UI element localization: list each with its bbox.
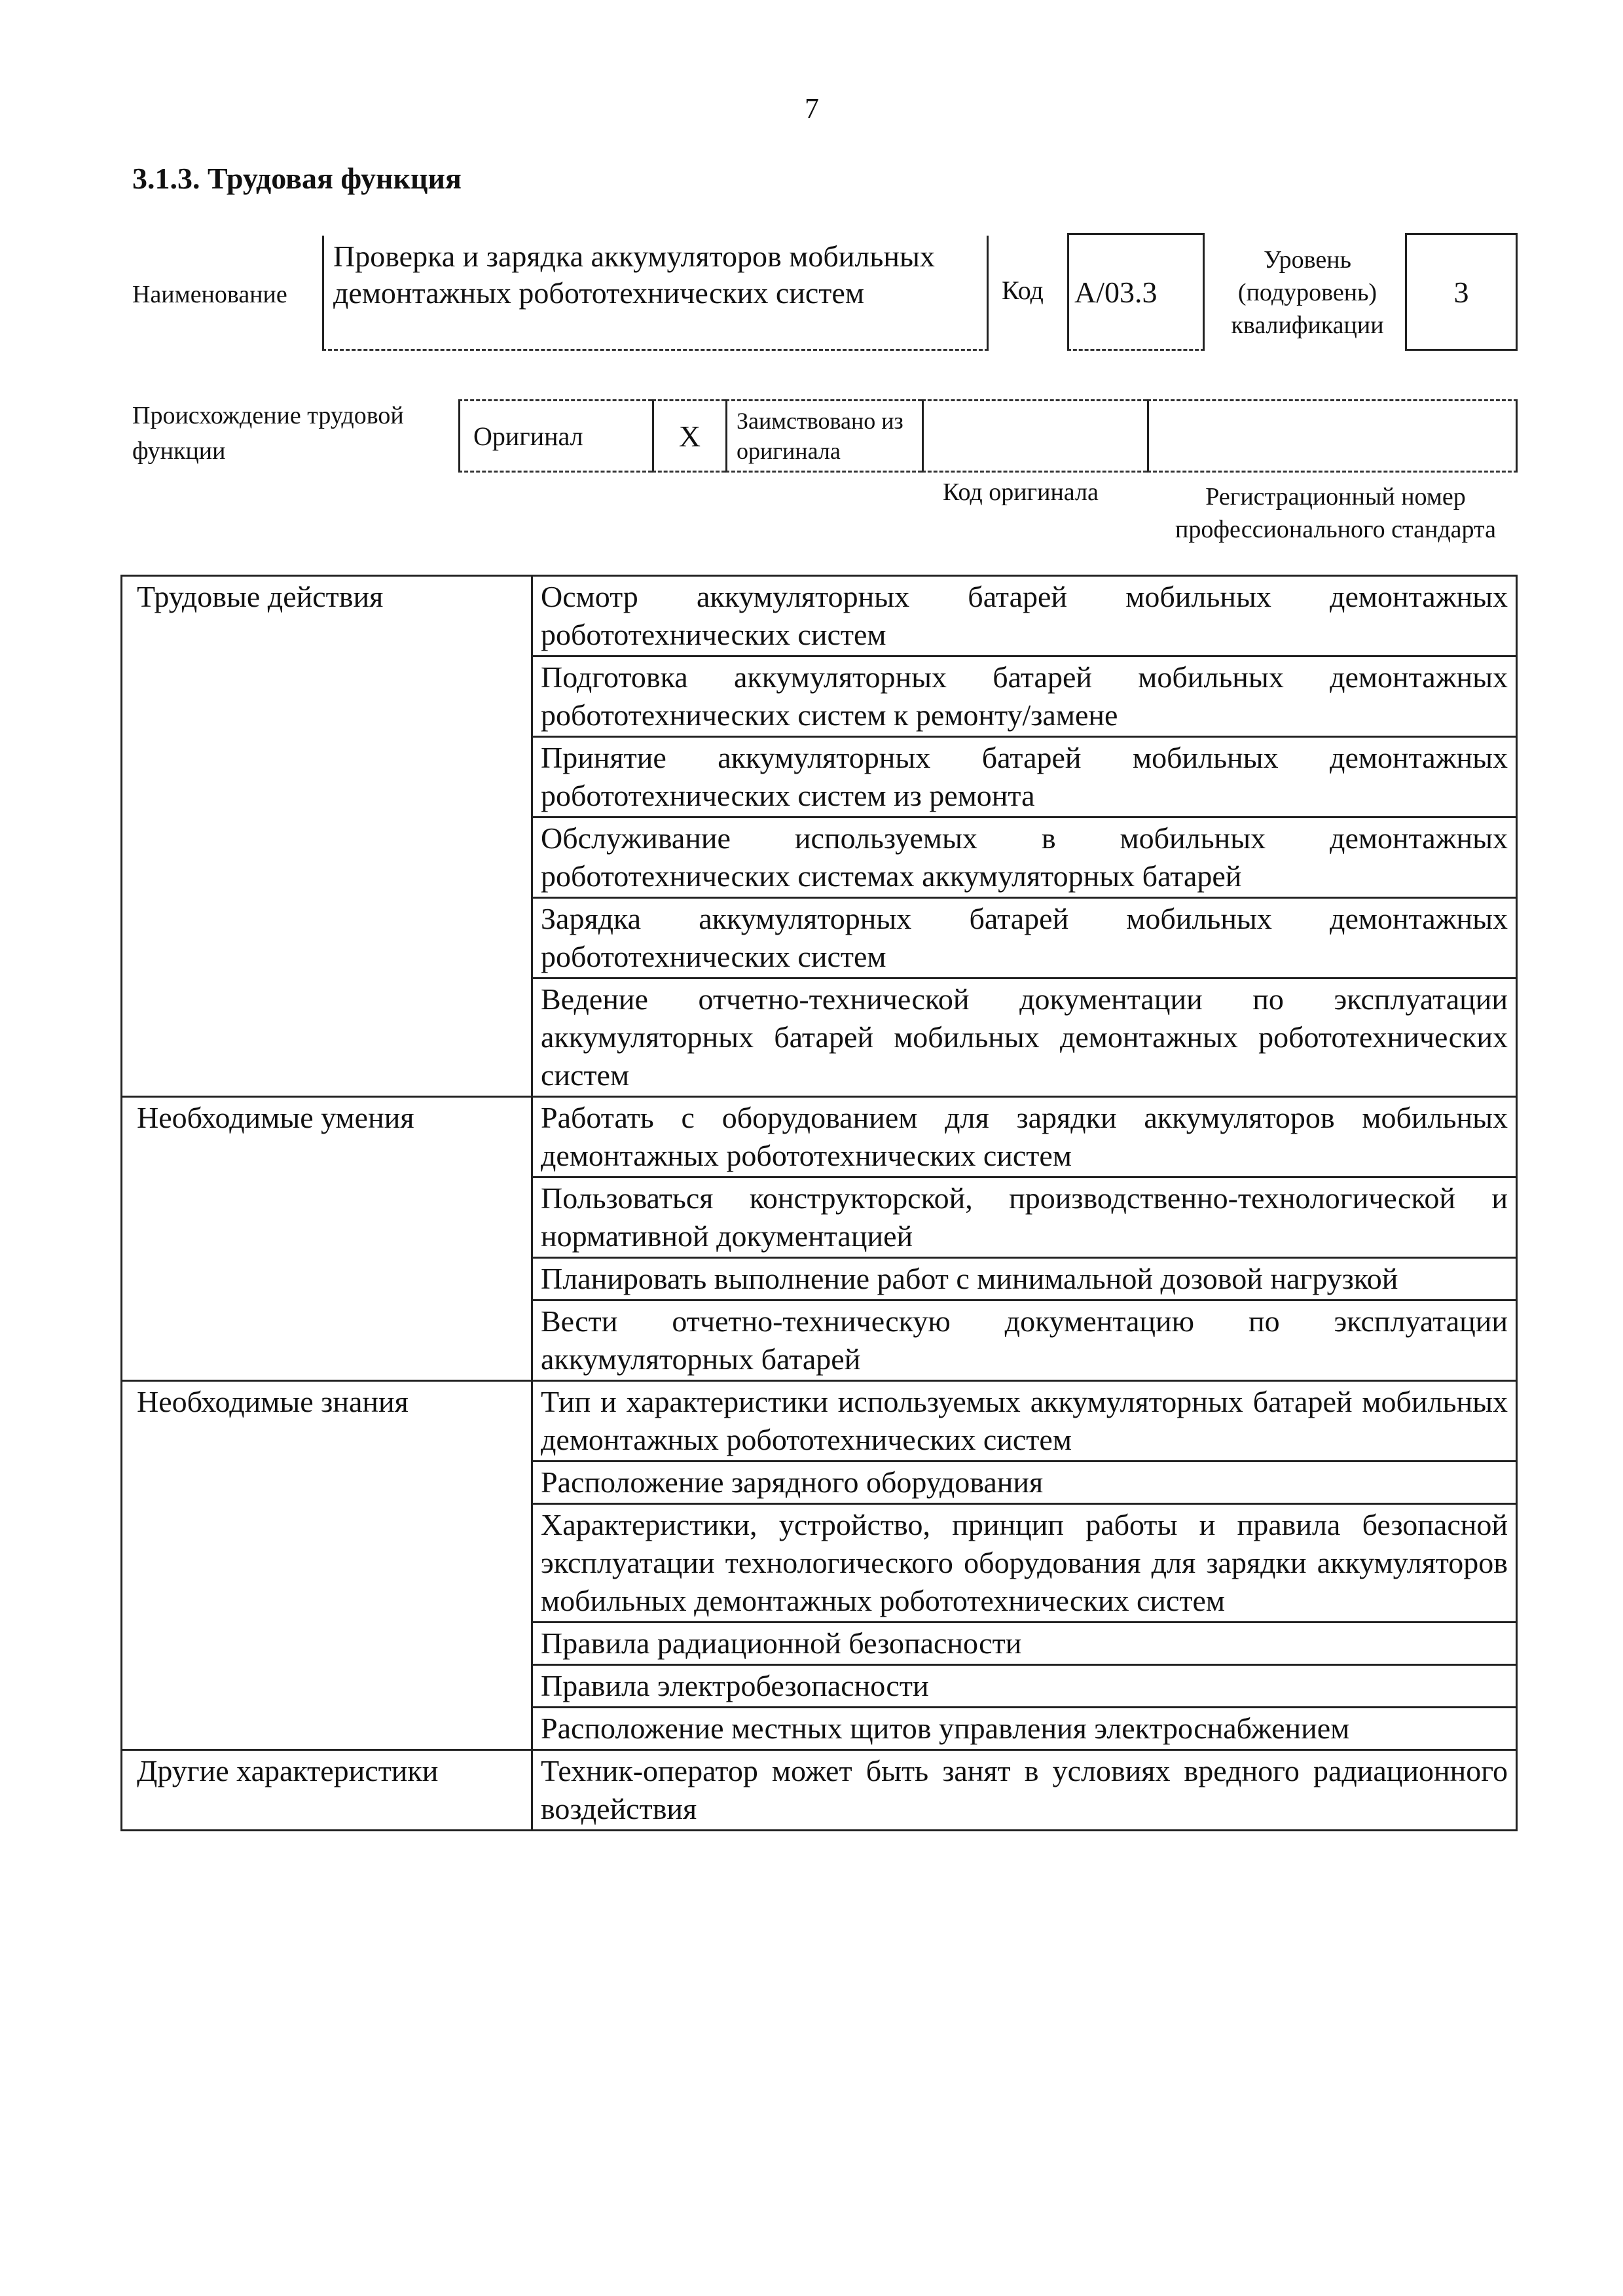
table-row: [122, 1097, 1517, 1177]
table-cell: Вести отчетно-техническую документацию по эксплуатации аккумуляторных батарей: [532, 1300, 1517, 1381]
origin-mark-cell: [652, 399, 725, 473]
page-number: 7: [805, 92, 819, 124]
table-row: [122, 1750, 1517, 1831]
section-label-skills: Необходимые умения: [122, 1097, 532, 1381]
code-value: A/03.3: [1074, 275, 1158, 309]
level-box: [1405, 233, 1518, 351]
table-cell: Расположение зарядного оборудования: [532, 1462, 1517, 1504]
table-cell: Правила радиационной безопасности: [532, 1623, 1517, 1665]
table-cell: Зарядка аккумуляторных батарей мобильных демонтажных робототехнических систем: [532, 898, 1517, 978]
code-label: Код: [1002, 276, 1044, 305]
origin-borrowed: Заимствовано из оригинала: [737, 408, 903, 464]
origin-label: Происхождение трудовой функции: [132, 402, 404, 465]
level-label: Уровень (подуровень) квалификации: [1231, 246, 1384, 339]
origin-borrowed-cell: [725, 399, 922, 473]
table-cell: Работать с оборудованием для зарядки аккумуляторов мобильных демонтажных робототехнических систем: [532, 1097, 1517, 1177]
table-row: [122, 1381, 1517, 1462]
table-cell: Обслуживание используемых в мобильных демонтажных робототехнических системах аккумуляторных батарей: [532, 817, 1517, 898]
origin-reg-caption: Регистрационный номер профессионального стандарта: [1175, 483, 1496, 543]
requirements-table: [120, 575, 1518, 1831]
table-cell: Характеристики, устройство, принцип работы и правила безопасной эксплуатации технологического оборудования для зарядки аккумуляторов мобильных демонтажных робототехнических систем: [532, 1504, 1517, 1623]
table-cell: Планировать выполнение работ с минимальной дозовой нагрузкой: [532, 1258, 1517, 1300]
origin-code-cell: [922, 399, 1147, 473]
table-cell: Расположение местных щитов управления электроснабжением: [532, 1708, 1517, 1750]
table-cell: Подготовка аккумуляторных батарей мобильных демонтажных робототехнических систем к ремонту/замене: [532, 656, 1517, 737]
table-cell: Пользоваться конструкторской, производственно-технологической и нормативной документацией: [532, 1177, 1517, 1258]
section-label-other: Другие характеристики: [122, 1750, 532, 1831]
origin-original: Оригинал: [473, 421, 583, 451]
section-label-actions: Трудовые действия: [122, 576, 532, 1097]
table-cell: Осмотр аккумуляторных батарей мобильных демонтажных робототехнических систем: [532, 576, 1517, 656]
section-title: 3.1.3. Трудовая функция: [132, 162, 462, 195]
section-label-knowledge: Необходимые знания: [122, 1381, 532, 1750]
origin-original-cell: [458, 399, 652, 473]
origin-reg-cell: [1147, 399, 1518, 473]
table-cell: Принятие аккумуляторных батарей мобильных демонтажных робототехнических систем из ремонта: [532, 737, 1517, 817]
function-name: Проверка и зарядка аккумуляторов мобильных демонтажных робототехнических систем: [333, 240, 935, 310]
table-cell: Правила электробезопасности: [532, 1665, 1517, 1708]
table-cell: Тип и характеристики используемых аккумуляторных батарей мобильных демонтажных робототехнических систем: [532, 1381, 1517, 1462]
table-row: [122, 576, 1517, 656]
table-cell: Техник-оператор может быть занят в условиях вредного радиационного воздействия: [532, 1750, 1517, 1831]
code-box: [1067, 233, 1205, 351]
origin-code-caption: Код оригинала: [943, 478, 1099, 506]
level-value: 3: [1453, 275, 1469, 309]
name-label: Наименование: [132, 281, 287, 308]
origin-mark: X: [678, 419, 701, 453]
function-name-box: [322, 236, 989, 351]
table-cell: Ведение отчетно-технической документации по эксплуатации аккумуляторных батарей мобильных демонтажных робототехнических систем: [532, 978, 1517, 1097]
